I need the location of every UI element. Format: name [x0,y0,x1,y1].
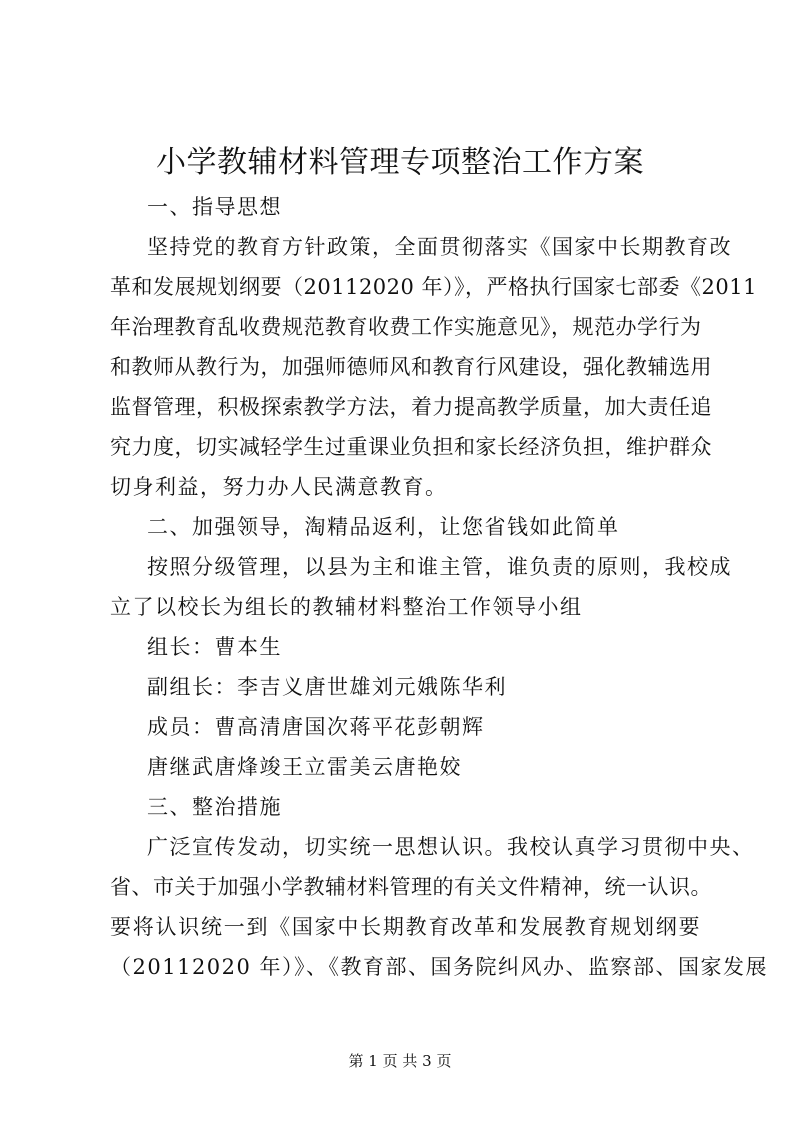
paragraph-line: 切身利益，努力办人民满意教育。 [110,475,448,499]
paragraph-line: 年治理教育乱收费规范教育收费工作实施意见》，规范办学行为 [110,315,702,339]
paragraph-line: 革和发展规划纲要（20112020 年）》，严格执行国家七部委《2011 [110,275,758,299]
page-number-footer: 第 1 页 共 3 页 [348,1052,452,1070]
page-title: 小学教辅材料管理专项整治工作方案 [156,145,644,180]
team-deputy-leaders: 副组长：李吉义唐世雄刘元娥陈华利 [147,675,507,699]
team-leader: 组长：曹本生 [147,635,282,659]
paragraph-line: 监督管理，积极探索教学方法，着力提高教学质量，加大责任追 [110,395,712,419]
paragraph-line: 广泛宣传发动，切实统一思想认识。我校认真学习贯彻中央、 [147,835,755,859]
paragraph-line: 坚持党的教育方针政策，全面贯彻落实《国家中长期教育改 [147,235,732,259]
paragraph-line: （20112020 年）》、《教育部、国务院纠风办、监察部、国家发展 [110,955,769,979]
paragraph-line: 和教师从教行为，加强师德师风和教育行风建设，强化教辅选用 [110,355,712,379]
paragraph-line: 究力度，切实减轻学生过重课业负担和家长经济负担，维护群众 [110,435,712,459]
team-members-continued: 唐继武唐烽竣王立雷美云唐艳姣 [147,755,462,779]
section-heading-guiding-ideology: 一、指导思想 [147,195,282,219]
section-heading-leadership: 二、加强领导，淘精品返利，让您省钱如此简单 [147,515,620,539]
team-members: 成员：曹高清唐国次蒋平花彭朝辉 [147,715,485,739]
paragraph-line: 按照分级管理，以县为主和谁主管，谁负责的原则，我校成 [147,555,732,579]
paragraph-line: 立了以校长为组长的教辅材料整治工作领导小组 [110,595,583,619]
paragraph-line: 要将认识统一到《国家中长期教育改革和发展教育规划纲要 [110,915,700,939]
paragraph-line: 省、市关于加强小学教辅材料管理的有关文件精神，统一认识。 [110,875,712,899]
section-heading-measures: 三、整治措施 [147,795,282,819]
